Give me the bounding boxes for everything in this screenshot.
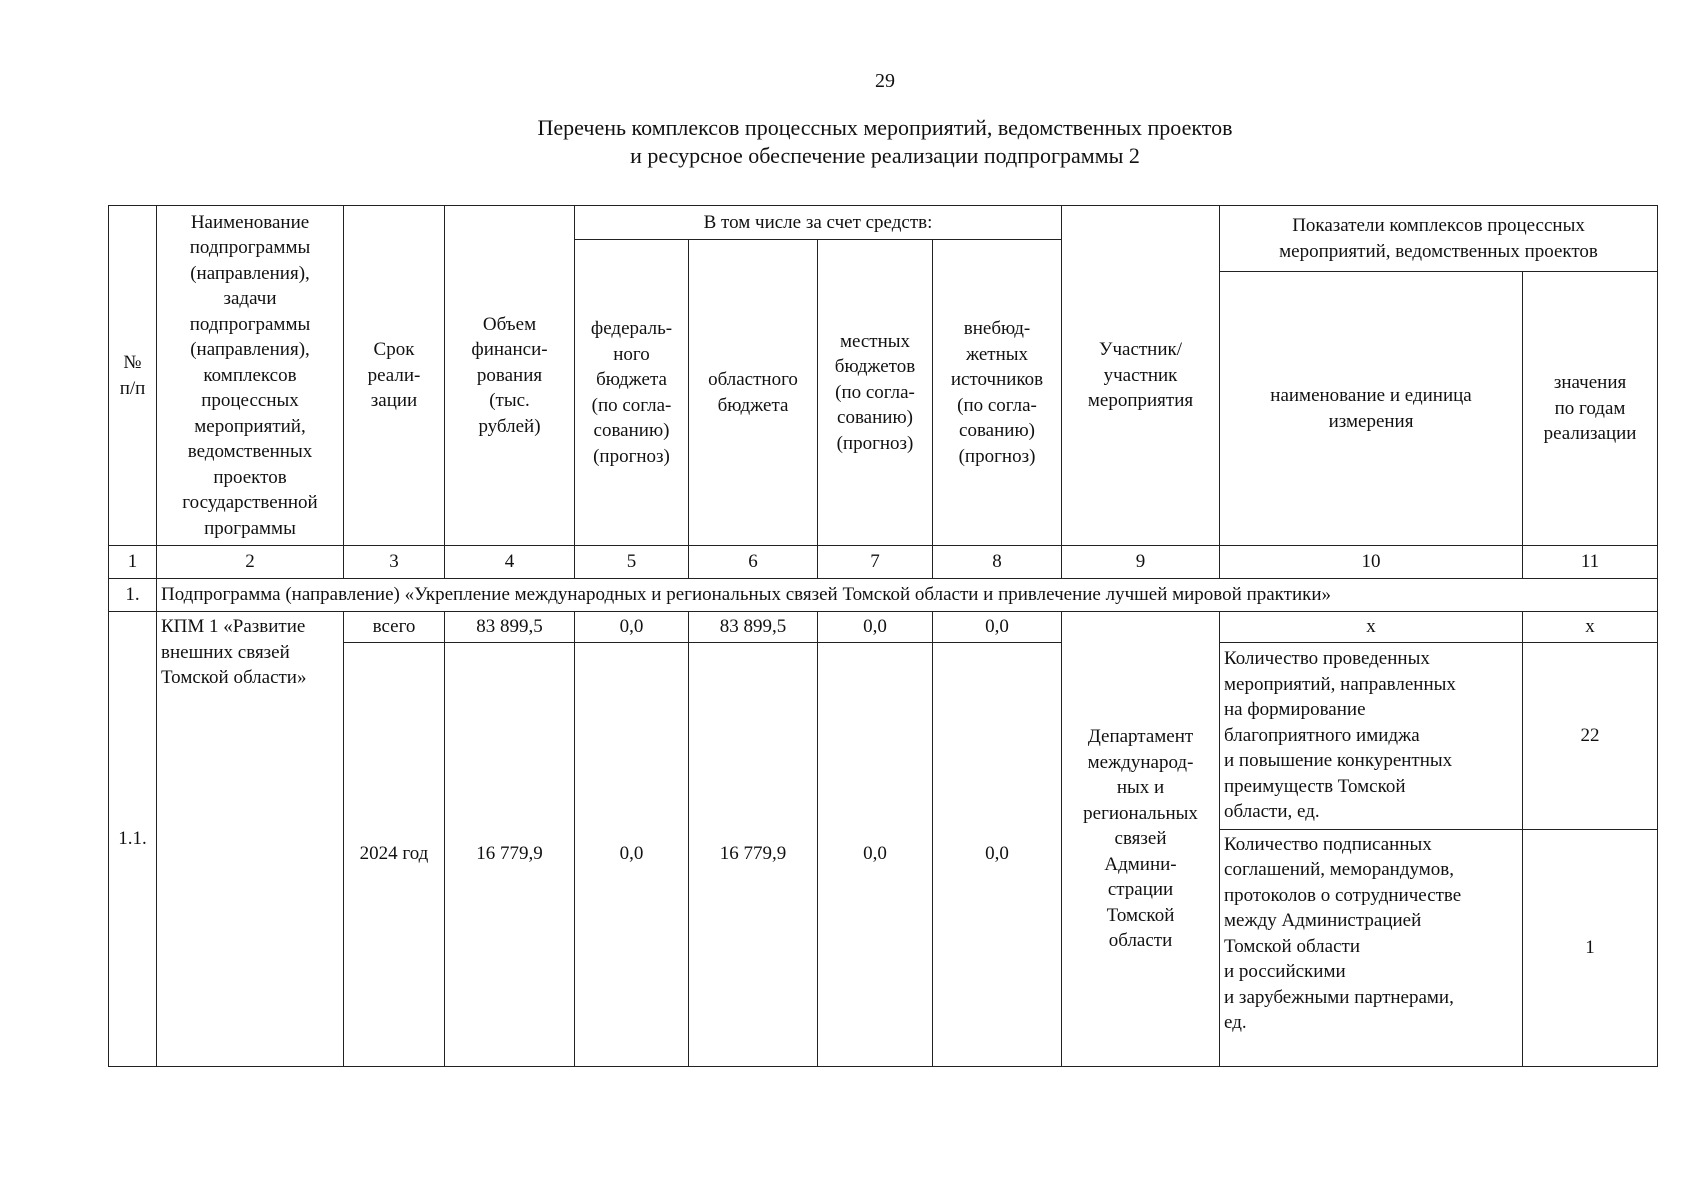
year-federal: 0,0 [575, 642, 689, 1066]
column-number: 9 [1062, 546, 1220, 579]
column-number: 11 [1523, 546, 1658, 579]
column-number: 5 [575, 546, 689, 579]
item-name: КПМ 1 «Развитие внешних связей Томской области» [157, 612, 344, 1067]
column-number: 10 [1220, 546, 1523, 579]
item-participant: Департамент международ- ных и региональных связей Админи- страции Томской области [1062, 612, 1220, 1067]
item-number: 1.1. [109, 612, 157, 1067]
total-indicator-name: х [1220, 612, 1523, 643]
year-local: 0,0 [818, 642, 933, 1066]
year-offbudget: 0,0 [933, 642, 1062, 1066]
page-number: 29 [875, 70, 895, 92]
header-federal: федераль- ного бюджета (по согла- сованию) (прогноз) [575, 240, 689, 546]
header-term: Срок реали- зации [344, 206, 445, 546]
column-number: 3 [344, 546, 445, 579]
header-including: В том числе за счет средств: [575, 206, 1062, 240]
indicator-2-name: Количество подписанных соглашений, меморандумов, протоколов о сотрудничестве между Администрацией Томской области и российскими и зарубежными партнерами, ед. [1220, 829, 1523, 1066]
document-title [0, 114, 1698, 170]
header-indicator-values: значения по годам реализации [1523, 272, 1658, 546]
header-local: местных бюджетов (по согла- сованию) (прогноз) [818, 240, 933, 546]
header-name: Наименование подпрограммы (направления), задачи подпрограммы (направления), комплексов процессных мероприятий, ведомственных проектов государственной программы [157, 206, 344, 546]
header-num: № п/п [109, 206, 157, 546]
indicator-2-value: 1 [1523, 829, 1658, 1066]
header-indicators: Показатели комплексов процессных мероприятий, ведомственных проектов [1220, 206, 1658, 272]
header-regional: областного бюджета [689, 240, 818, 546]
indicator-1-name: Количество проведенных мероприятий, направленных на формирование благоприятного имиджа и повышение конкурентных преимуществ Томской области, ед. [1220, 642, 1523, 829]
section-number: 1. [109, 579, 157, 612]
year-regional: 16 779,9 [689, 642, 818, 1066]
header-participant: Участник/ участник мероприятия [1062, 206, 1220, 546]
total-federal: 0,0 [575, 612, 689, 643]
column-number: 1 [109, 546, 157, 579]
header-row-1 [109, 206, 1658, 240]
total-local: 0,0 [818, 612, 933, 643]
indicator-1-value: 22 [1523, 642, 1658, 829]
column-number-row [109, 546, 1658, 579]
header-indicator-name: наименование и единица измерения [1220, 272, 1523, 546]
title-line-1: Перечень комплексов процессных мероприятий, ведомственных проектов [537, 115, 1233, 140]
year-volume: 16 779,9 [445, 642, 575, 1066]
column-number: 4 [445, 546, 575, 579]
section-row [109, 579, 1658, 612]
total-indicator-value: х [1523, 612, 1658, 643]
column-number: 2 [157, 546, 344, 579]
total-term: всего [344, 612, 445, 643]
item-total-row [109, 612, 1658, 643]
total-regional: 83 899,5 [689, 612, 818, 643]
year-term: 2024 год [344, 642, 445, 1066]
program-table [108, 205, 1658, 1067]
total-offbudget: 0,0 [933, 612, 1062, 643]
column-number: 6 [689, 546, 818, 579]
total-volume: 83 899,5 [445, 612, 575, 643]
column-number: 7 [818, 546, 933, 579]
column-number: 8 [933, 546, 1062, 579]
header-offbudget: внебюд- жетных источников (по согла- сованию) (прогноз) [933, 240, 1062, 546]
title-line-2: и ресурсное обеспечение реализации подпрограммы 2 [630, 143, 1140, 168]
header-volume: Объем финанси- рования (тыс. рублей) [445, 206, 575, 546]
section-title: Подпрограмма (направление) «Укрепление международных и региональных связей Томской области и привлечение лучшей мировой практики» [157, 579, 1658, 612]
